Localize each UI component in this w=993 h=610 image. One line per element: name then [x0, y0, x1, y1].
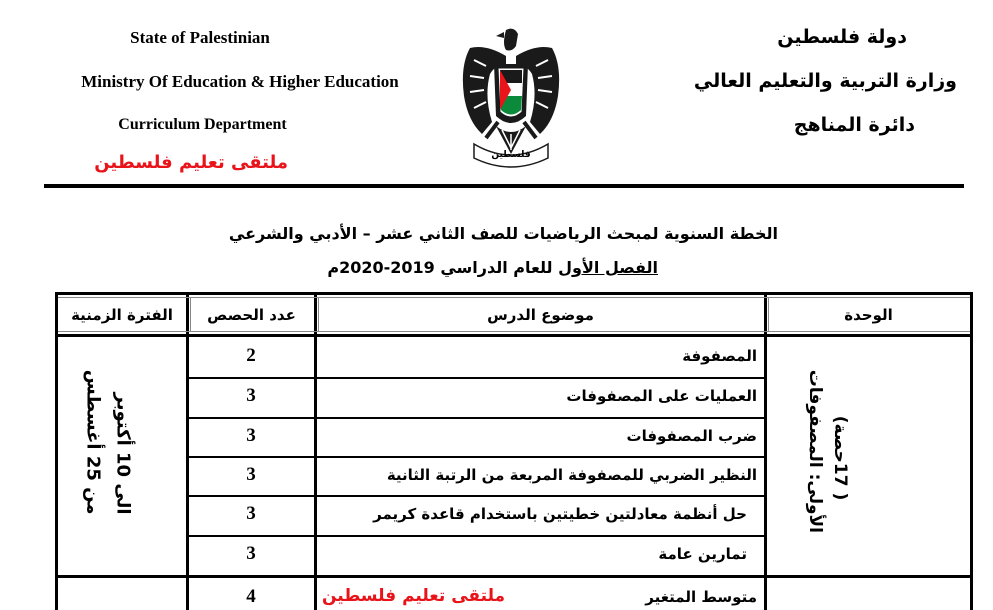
header-topic: موضوع الدرس — [487, 306, 594, 324]
table-row-classes: 3 — [246, 425, 256, 446]
subtitle-year: للعام الدراسي 2019-2020م — [327, 258, 559, 277]
header-unit: الوحدة — [844, 306, 893, 324]
table-row-classes: 2 — [246, 345, 256, 366]
table-row-topic: ضرب المصفوفات — [626, 427, 757, 445]
header-watermark: ملتقى تعليم فلسطين — [94, 152, 288, 173]
table-row-classes: 3 — [246, 385, 256, 406]
header-period: الفترة الزمنية — [71, 306, 173, 324]
subtitle-semester: الفصل الأول — [558, 258, 658, 277]
table-row-classes: 3 — [246, 543, 256, 564]
period-line1: من 25 أغسطس — [82, 369, 104, 515]
header-en-ministry: Ministry Of Education & Higher Education — [81, 72, 399, 91]
table-row-classes: 3 — [246, 503, 256, 524]
unit-line2: ( 17حصة) — [830, 415, 850, 501]
emblem-label: فلسطين — [491, 150, 531, 160]
header-en-department: Curriculum Department — [118, 116, 287, 133]
table-row-topic: تمارين عامة — [658, 545, 747, 563]
header-classes: عدد الحصص — [207, 306, 296, 324]
table-watermark: ملتقى تعليم فلسطين — [322, 586, 506, 606]
document-title: الخطة السنوية لمبحث الرياضيات للصف الثاني عشر – الأدبي والشرعي — [228, 224, 778, 243]
table-row-classes: 4 — [246, 586, 256, 607]
header-ar-ministry: وزارة التربية والتعليم العالي — [693, 70, 957, 92]
unit-line1: الأولى: المصفوفات — [805, 369, 825, 533]
table-row-topic: حل أنظمة معادلتين خطيتين باستخدام قاعدة كريمر — [373, 505, 747, 523]
period-line2: الى 10 أكتوبر — [112, 392, 134, 515]
table-row-topic: العمليات على المصفوفات — [566, 387, 757, 405]
header-en-state: State of Palestinian — [130, 28, 270, 47]
table-row-topic: النظير الضربي للمصفوفة المربعة من الرتبة الثانية — [386, 466, 757, 484]
table-row-topic: متوسط المتغير — [645, 588, 757, 606]
header-ar-department: دائرة المناهج — [793, 114, 915, 136]
table-row-topic: المصفوفة — [682, 347, 757, 365]
table-row-classes: 3 — [246, 464, 256, 485]
header-ar-state: دولة فلسطين — [777, 26, 907, 48]
